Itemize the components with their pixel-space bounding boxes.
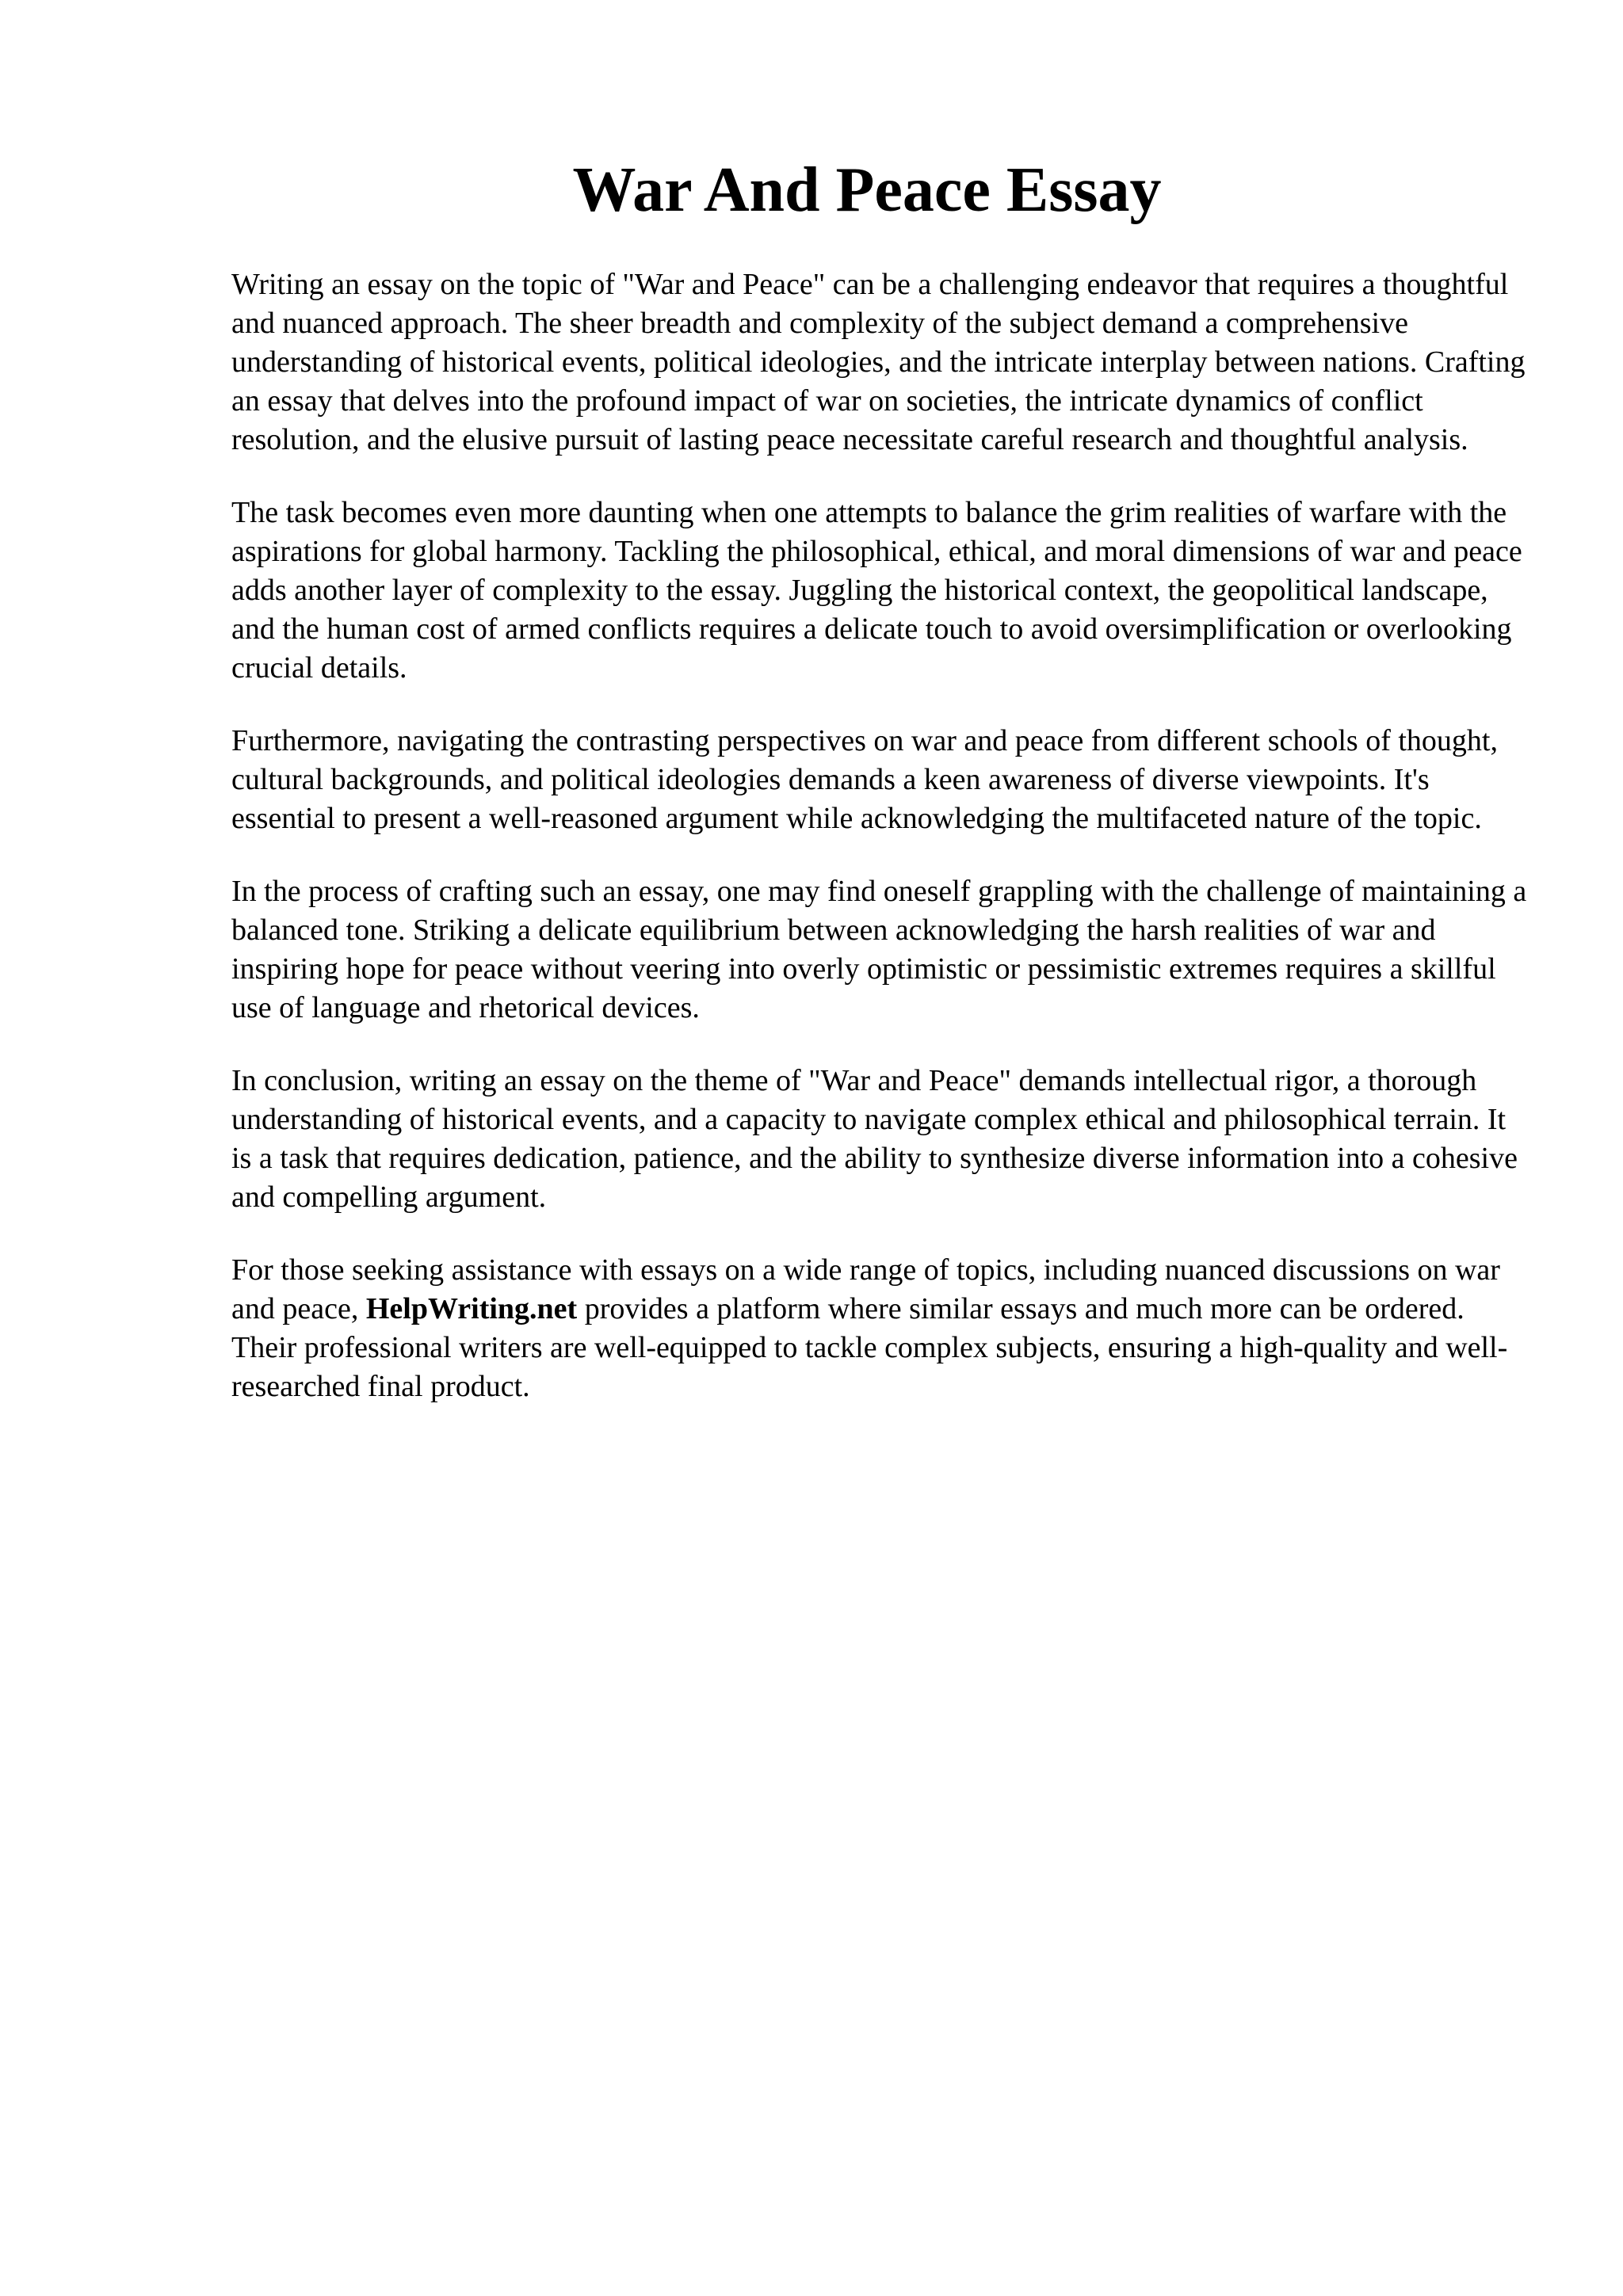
- page-title: War And Peace Essay: [572, 155, 1162, 225]
- paragraph-2: The task becomes even more daunting when one attempts to balance the grim realities of warfare with the aspirations for global harmony. Tackling the philosophical, ethical, and moral dimensions of war and peace adds another layer of complexity to the essay. Juggling the historical context, the geopolitical landscape, and the human cost of armed conflicts requires a delicate touch to avoid oversimplification or overlooking crucial details.: [231, 496, 1522, 685]
- paragraph-5: In conclusion, writing an essay on the theme of "War and Peace" demands intellectual rigor, a thorough understanding of historical events, and a capacity to navigate complex ethical and philosophical terrain. It is a task that requires dedication, patience, and the ability to synthesize diverse information into a cohesive and compelling argument.: [231, 1064, 1518, 1214]
- paragraph-4: In the process of crafting such an essay, one may find oneself grappling with the challenge of maintaining a balanced tone. Striking a delicate equilibrium between acknowledging the harsh realities of war and inspiring hope for peace without veering into overly optimistic or pessimistic extremes requires a skillful use of language and rhetorical devices.: [231, 875, 1527, 1024]
- helpwriting-link[interactable]: HelpWriting.net: [365, 1292, 578, 1325]
- paragraph-1: Writing an essay on the topic of "War and Peace" can be a challenging endeavor that requires a thoughtful and nuanced approach. The sheer breadth and complexity of the subject demand a comprehensive understanding of historical events, political ideologies, and the intricate interplay between nations. Crafting an essay that delves into the profound impact of war on societies, the intricate dynamics of conflict resolution, and the elusive pursuit of lasting peace necessitate careful research and thoughtful analysis.: [231, 268, 1526, 456]
- paragraph-3: Furthermore, navigating the contrasting perspectives on war and peace from different schools of thought, cultural backgrounds, and political ideologies demands a keen awareness of diverse viewpoints. It's essential to present a well-reasoned argument while acknowledging the multifaceted nature of the topic.: [231, 724, 1498, 835]
- essay-body: [231, 265, 1531, 1440]
- closing-text-before: For those seeking assistance with essays on a wide range of topics, including nuanced discussions on war and peace,: [231, 1253, 1500, 1325]
- closing-paragraph: [231, 1251, 1531, 1406]
- closing-text-after: provides a platform where similar essays and much more can be ordered. Their professional writers are well-equipped to tackle complex subjects, ensuring a high-quality and well-researched final product.: [231, 1292, 1508, 1403]
